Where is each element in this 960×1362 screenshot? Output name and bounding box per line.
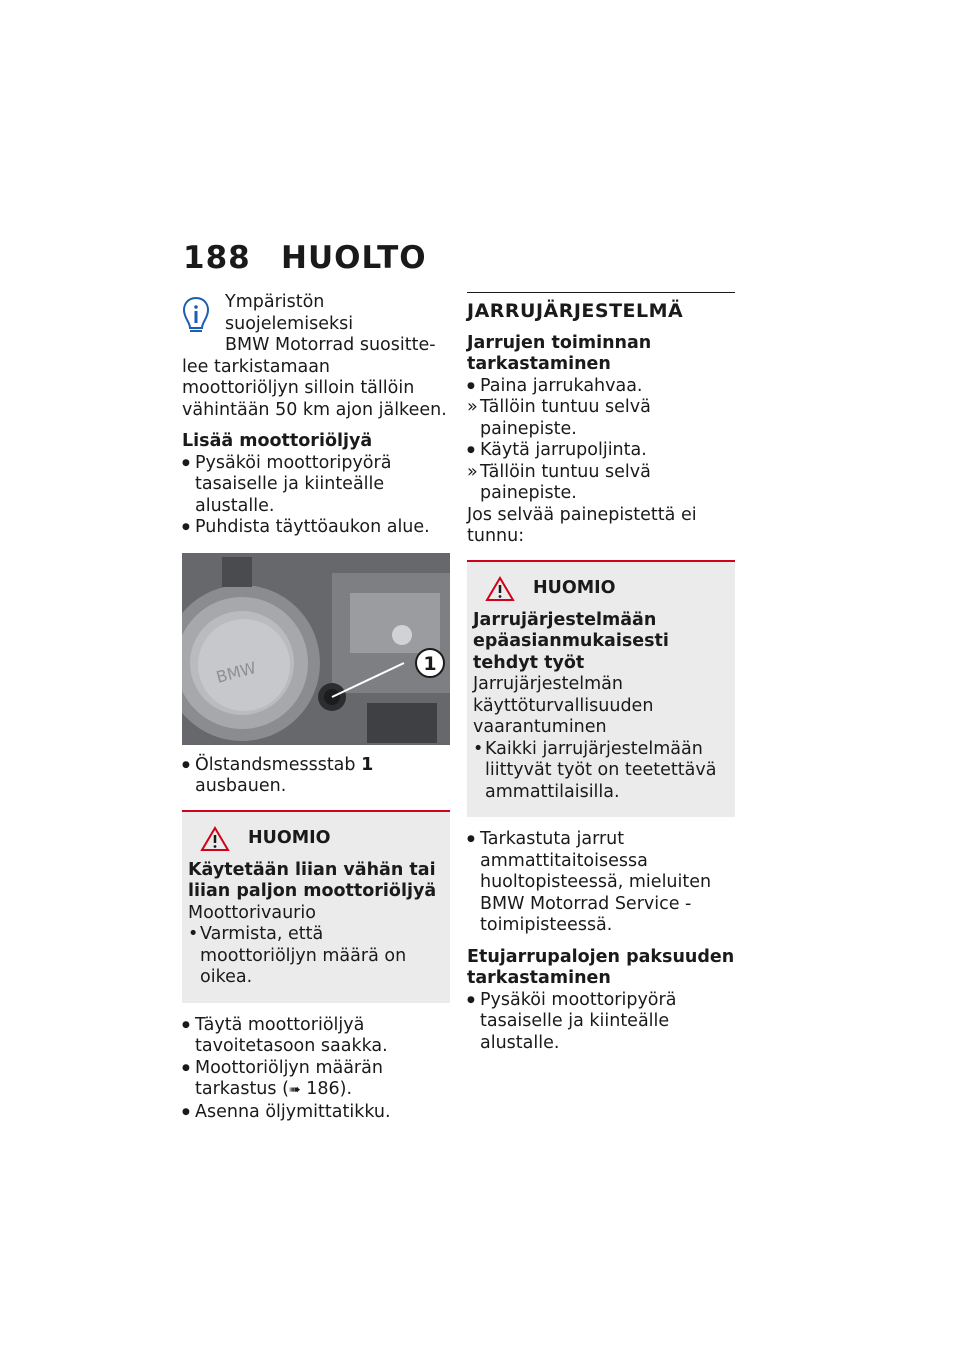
brake-pads-step-1: ● Pysäköi moottoripyörä tasaiselle ja kiinteälle alustalle. bbox=[467, 990, 735, 1055]
notice-brakes-label: HUOMIO bbox=[533, 577, 616, 598]
notice-brakes-title: Jarrujärjestelmään epäasianmukaisesti tehdyt työt bbox=[473, 609, 669, 673]
brake-result-2: » Tällöin tuntuu selvä painepiste. bbox=[467, 462, 735, 505]
step-remove-dipstick bbox=[182, 755, 450, 798]
notice-brakes-consequence: Jarrujärjestelmän käyttöturvallisuuden vaarantuminen bbox=[473, 674, 654, 737]
notice-oil-action: • Varmista, että moottoriöljyn määrä on oikea. bbox=[188, 924, 444, 989]
section-title-brakes: JARRUJÄRJESTELMÄ bbox=[467, 292, 735, 323]
step-check-oil-level bbox=[182, 1058, 450, 1102]
notice-oil-label: HUOMIO bbox=[248, 827, 331, 848]
subheading-brake-check: Jarrujen toiminnan tarkastaminen bbox=[467, 332, 652, 374]
chapter-title: HUOLTO bbox=[281, 240, 427, 276]
left-column bbox=[182, 292, 450, 1123]
warning-icon bbox=[485, 576, 515, 602]
step-clean: ● Puhdista täyttöaukon alue. bbox=[182, 517, 450, 539]
environment-info bbox=[182, 292, 450, 357]
step-ref-a: Moottoriöljyn määrän tarkastus ( bbox=[195, 1057, 383, 1099]
brake-step-1: ● Paina jarrukahvaa. bbox=[467, 376, 735, 398]
page-ref-arrow-icon: ➠ bbox=[288, 1082, 301, 1098]
subheading-add-oil: Lisää moottoriöljyä bbox=[182, 431, 373, 451]
brake-result-1: » Tällöin tuntuu selvä painepiste. bbox=[467, 397, 735, 440]
notice-oil bbox=[182, 810, 450, 1003]
right-column bbox=[467, 292, 735, 1054]
info-icon bbox=[182, 296, 210, 341]
step-fill-oil: ● Täytä moottoriöljyä tavoitetasoon saakka. bbox=[182, 1015, 450, 1058]
notice-oil-title: Käytetään liian vähän tai liian paljon moottoriöljyä bbox=[188, 859, 437, 901]
photo-bmw-logo: BMW bbox=[214, 657, 259, 687]
notice-brakes bbox=[467, 560, 735, 818]
subheading-brake-pads: Etujarrupalojen paksuuden tarkastaminen bbox=[467, 946, 735, 988]
brake-step-2: ● Käytä jarrupoljinta. bbox=[467, 440, 735, 462]
notice-brakes-action: • Kaikki jarrujärjestelmään liittyvät työt on teetettävä ammattilaisilla. bbox=[473, 739, 729, 804]
step-photo-a: Ölstandsmessstab bbox=[195, 754, 362, 775]
step-park: ● Pysäköi moottoripyörä tasaiselle ja kiinteälle alustalle. bbox=[182, 453, 450, 518]
info-line-1: Ympäristön suojelemiseksi bbox=[225, 292, 354, 334]
page-header bbox=[183, 240, 427, 276]
photo-callout-1: 1 bbox=[423, 652, 437, 675]
warning-icon bbox=[200, 826, 230, 852]
step-photo-b: 1 bbox=[361, 754, 374, 775]
info-line-2: BMW Motorrad suositte- bbox=[225, 335, 436, 355]
step-photo-c: ausbauen. bbox=[195, 776, 287, 796]
brake-condition-text: Jos selvää painepistettä ei tunnu: bbox=[467, 504, 697, 546]
notice-oil-consequence: Moottorivaurio bbox=[188, 902, 316, 923]
notice-oil-head bbox=[188, 826, 444, 852]
notice-brakes-head bbox=[473, 576, 729, 602]
info-text-rest: lee tarkistamaan moottoriöljyn silloin tällöin vähintään 50 km ajon jälkeen. bbox=[182, 356, 447, 420]
brake-inspection-step: ● Tarkastuta jarrut ammattitaitoisessa huoltopisteessä, mieluiten BMW Motorrad Service -toimipisteessä. bbox=[467, 829, 735, 937]
step-ref-b: 186). bbox=[300, 1079, 353, 1099]
step-install-dipstick: ● Asenna öljymittatikku. bbox=[182, 1102, 450, 1124]
engine-photo bbox=[182, 553, 450, 745]
page-number: 188 bbox=[183, 240, 251, 276]
